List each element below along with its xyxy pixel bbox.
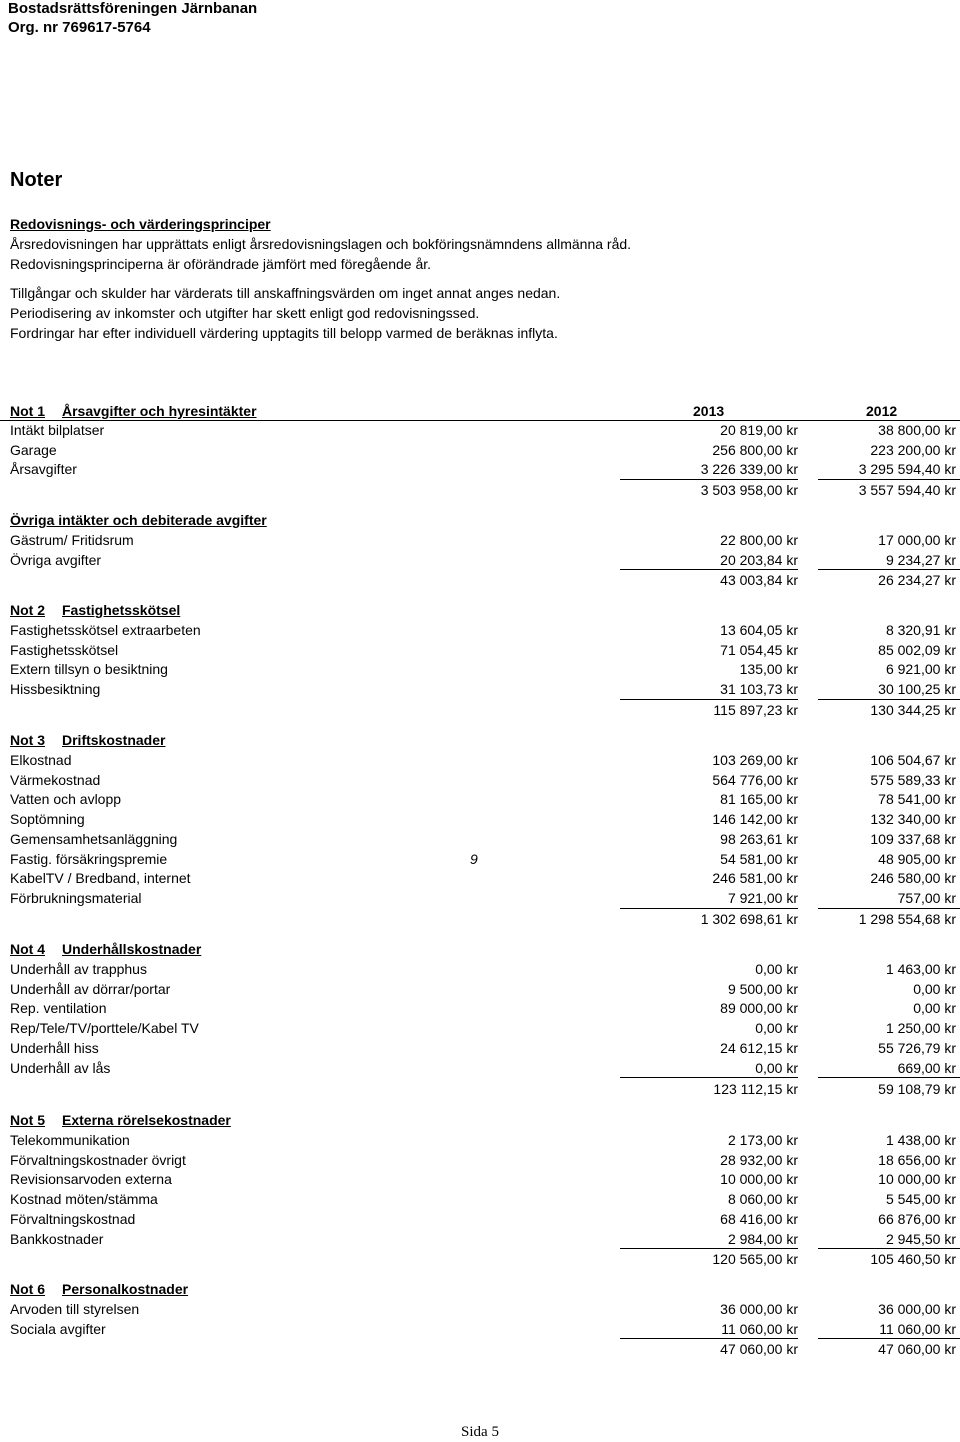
table-row [0, 1300, 960, 1320]
row-label: Bankkostnader [10, 1230, 104, 1247]
principles-line: Fordringar har efter individuell värdering upptagits till belopp varmed de beräknas inflyta. [10, 325, 558, 341]
value-2012: 36 000,00 kr [878, 1301, 956, 1317]
value-2013: 20 203,84 kr [720, 551, 798, 568]
row-label: Förvaltningskostnad [10, 1210, 136, 1227]
note-title: Personalkostnader [62, 1281, 189, 1297]
value-2012: 11 060,00 kr [879, 1320, 956, 1337]
value-2013: 7 921,00 kr [727, 889, 798, 906]
page-title: Noter [10, 169, 63, 191]
total-2012: 26 234,27 kr [878, 572, 956, 588]
sum-line [620, 1338, 798, 1339]
row-label: Rep/Tele/TV/porttele/Kabel TV [10, 1020, 199, 1037]
row-label: Underhåll av lås [10, 1059, 111, 1076]
table-row [0, 531, 960, 551]
value-2012: 106 504,67 kr [870, 752, 956, 768]
value-2012: 18 656,00 kr [878, 1151, 956, 1168]
value-2012: 5 545,00 kr [885, 1191, 956, 1208]
table-row [0, 1039, 960, 1059]
sum-line [818, 569, 960, 570]
note-number: Not 6 [10, 1281, 45, 1297]
sum-line [620, 699, 798, 700]
sum-line [620, 569, 798, 570]
column-header-2012: 2012 [866, 403, 898, 419]
table-row [0, 830, 960, 850]
table-row [0, 680, 960, 700]
value-2012: 6 921,00 kr [885, 661, 956, 678]
value-2012: 3 295 594,40 kr [858, 461, 956, 478]
principles-line: Redovisningsprinciperna är oförändrade jämfört med föregående år. [10, 256, 432, 272]
total-2012: 130 344,25 kr [870, 702, 956, 718]
sum-line [818, 1338, 960, 1339]
row-label: Hissbesiktning [10, 681, 101, 698]
sum-line [620, 908, 798, 909]
page-number: Sida 5 [461, 1424, 499, 1440]
table-row [0, 1320, 960, 1340]
note-title: Fastighetsskötsel [62, 602, 181, 618]
note-header [0, 402, 960, 422]
total-2013: 43 003,84 kr [720, 572, 798, 588]
row-label: Telekommunikation [10, 1132, 130, 1148]
value-2013: 71 054,45 kr [720, 641, 798, 658]
total-2013: 47 060,00 kr [720, 1341, 798, 1357]
value-2013: 256 800,00 kr [712, 441, 798, 458]
table-row [0, 441, 960, 461]
value-2012: 0,00 kr [913, 980, 956, 997]
row-reference: 9 [470, 850, 478, 867]
value-2013: 13 604,05 kr [720, 622, 798, 638]
total-2012: 105 460,50 kr [870, 1251, 956, 1267]
note-title: Driftskostnader [62, 732, 166, 748]
total-row [0, 1340, 960, 1360]
row-label: Underhåll hiss [10, 1039, 99, 1056]
value-2012: 223 200,00 kr [870, 441, 956, 458]
row-label: Årsavgifter [10, 461, 77, 478]
value-2012: 109 337,68 kr [870, 830, 956, 847]
column-header-2013: 2013 [693, 403, 725, 419]
table-row [0, 551, 960, 571]
value-2012: 55 726,79 kr [878, 1039, 956, 1056]
row-label: Förvaltningskostnader övrigt [10, 1151, 186, 1168]
sum-line [620, 479, 798, 480]
sum-line [818, 1077, 960, 1078]
value-2013: 89 000,00 kr [720, 1000, 798, 1017]
note-title: Årsavgifter och hyresintäkter [62, 403, 257, 419]
total-row [0, 701, 960, 721]
note-header [0, 1111, 960, 1131]
value-2013: 36 000,00 kr [720, 1301, 798, 1317]
value-2012: 30 100,25 kr [878, 681, 956, 698]
table-row [0, 790, 960, 810]
value-2013: 2 173,00 kr [727, 1132, 798, 1148]
value-2013: 0,00 kr [755, 1059, 798, 1076]
total-row [0, 571, 960, 591]
table-row [0, 1230, 960, 1250]
table-row [0, 621, 960, 641]
value-2012: 66 876,00 kr [878, 1210, 956, 1227]
value-2012: 78 541,00 kr [878, 791, 956, 808]
table-row [0, 869, 960, 889]
value-2013: 9 500,00 kr [727, 980, 798, 997]
value-2013: 146 142,00 kr [712, 811, 798, 828]
table-row [0, 850, 960, 870]
row-label: Elkostnad [10, 752, 72, 768]
row-label: Sociala avgifter [10, 1320, 106, 1337]
total-2012: 1 298 554,68 kr [858, 911, 956, 927]
value-2013: 246 581,00 kr [712, 870, 798, 887]
value-2012: 38 800,00 kr [878, 422, 956, 438]
table-row [0, 1019, 960, 1039]
principles-title: Redovisnings- och värderingsprinciper [10, 216, 271, 232]
sum-line [620, 1248, 798, 1249]
org-number: Org. nr 769617-5764 [8, 19, 151, 36]
row-label: Fastighetsskötsel [10, 641, 119, 658]
value-2012: 9 234,27 kr [885, 551, 956, 568]
row-label: KabelTV / Bredband, internet [10, 870, 191, 887]
total-2012: 47 060,00 kr [878, 1341, 956, 1357]
value-2013: 3 226 339,00 kr [700, 461, 798, 478]
value-2012: 669,00 kr [897, 1059, 956, 1076]
value-2012: 246 580,00 kr [870, 870, 956, 887]
total-2012: 59 108,79 kr [878, 1081, 956, 1097]
table-row [0, 751, 960, 771]
value-2012: 17 000,00 kr [878, 532, 956, 548]
value-2013: 564 776,00 kr [712, 771, 798, 788]
value-2012: 10 000,00 kr [878, 1171, 956, 1188]
note-header [0, 601, 960, 621]
total-2013: 1 302 698,61 kr [700, 911, 798, 927]
table-row [0, 660, 960, 680]
org-name: Bostadsrättsföreningen Järnbanan [8, 0, 258, 17]
row-label: Vatten och avlopp [10, 791, 122, 808]
table-row [0, 980, 960, 1000]
row-label: Kostnad möten/stämma [10, 1191, 158, 1208]
sum-line [818, 699, 960, 700]
note-title: Externa rörelsekostnader [62, 1112, 231, 1128]
note-header [0, 1280, 960, 1300]
value-2013: 81 165,00 kr [720, 791, 798, 808]
row-label: Intäkt bilplatser [10, 422, 105, 438]
total-2012: 3 557 594,40 kr [858, 482, 956, 498]
principles-line: Periodisering av inkomster och utgifter har skett enligt god redovisningssed. [10, 305, 480, 321]
note-header [0, 940, 960, 960]
value-2013: 10 000,00 kr [720, 1171, 798, 1188]
value-2012: 1 463,00 kr [885, 961, 956, 977]
value-2012: 8 320,91 kr [885, 622, 956, 638]
value-2012: 1 250,00 kr [885, 1020, 956, 1037]
note-header [0, 731, 960, 751]
table-row [0, 960, 960, 980]
value-2013: 0,00 kr [755, 1020, 798, 1037]
note-number: Not 1 [10, 403, 45, 419]
row-label: Garage [10, 441, 57, 458]
sum-line [818, 908, 960, 909]
value-2013: 2 984,00 kr [727, 1230, 798, 1247]
table-row [0, 1151, 960, 1171]
value-2013: 22 800,00 kr [720, 532, 798, 548]
table-row [0, 421, 960, 441]
value-2012: 0,00 kr [913, 1000, 956, 1017]
row-label: Fastig. försäkringspremie [10, 850, 168, 867]
note-title: Underhållskostnader [62, 941, 202, 957]
value-2012: 1 438,00 kr [885, 1132, 956, 1148]
note-header [0, 511, 960, 531]
note-number: Not 3 [10, 732, 45, 748]
note-number: Not 2 [10, 602, 45, 618]
total-row [0, 1250, 960, 1270]
value-2013: 31 103,73 kr [720, 681, 798, 698]
row-label: Soptömning [10, 811, 85, 828]
principles-line: Tillgångar och skulder har värderats till anskaffningsvärden om inget annat anges nedan. [10, 285, 561, 301]
principles-line: Årsredovisningen har upprättats enligt årsredovisningslagen och bokföringsnämndens allmänna råd. [10, 236, 632, 252]
row-label: Revisionsarvoden externa [10, 1171, 172, 1188]
note-number: Not 4 [10, 941, 45, 957]
table-row [0, 810, 960, 830]
value-2012: 757,00 kr [897, 889, 956, 906]
total-row [0, 481, 960, 501]
table-row [0, 889, 960, 909]
total-2013: 3 503 958,00 kr [700, 482, 798, 498]
note-number: Not 5 [10, 1112, 45, 1128]
value-2013: 68 416,00 kr [720, 1210, 798, 1227]
table-row [0, 1059, 960, 1079]
total-row [0, 1080, 960, 1100]
table-row [0, 1170, 960, 1190]
row-label: Fastighetsskötsel extraarbeten [10, 622, 201, 638]
table-row [0, 641, 960, 661]
value-2012: 48 905,00 kr [878, 850, 956, 867]
table-row [0, 1190, 960, 1210]
total-2013: 123 112,15 kr [713, 1081, 798, 1097]
value-2013: 54 581,00 kr [720, 850, 798, 867]
value-2013: 11 060,00 kr [721, 1320, 798, 1337]
note-subtitle: Övriga intäkter och debiterade avgifter [10, 512, 267, 528]
row-label: Värmekostnad [10, 771, 101, 788]
row-label: Underhåll av dörrar/portar [10, 980, 171, 997]
value-2012: 85 002,09 kr [878, 641, 956, 658]
table-row [0, 771, 960, 791]
sum-line [818, 479, 960, 480]
sum-line [818, 1248, 960, 1249]
value-2013: 8 060,00 kr [727, 1191, 798, 1208]
table-row [0, 460, 960, 480]
value-2013: 135,00 kr [739, 661, 798, 678]
table-row [0, 1131, 960, 1151]
value-2013: 0,00 kr [755, 961, 798, 977]
table-row [0, 999, 960, 1019]
total-2013: 120 565,00 kr [712, 1251, 798, 1267]
row-label: Gästrum/ Fritidsrum [10, 532, 134, 548]
row-label: Underhåll av trapphus [10, 961, 147, 977]
table-row [0, 1210, 960, 1230]
row-label: Gemensamhetsanläggning [10, 830, 178, 847]
value-2012: 2 945,50 kr [885, 1230, 956, 1247]
row-label: Extern tillsyn o besiktning [10, 661, 168, 678]
row-label: Förbrukningsmaterial [10, 889, 142, 906]
row-label: Arvoden till styrelsen [10, 1301, 140, 1317]
value-2013: 28 932,00 kr [720, 1151, 798, 1168]
value-2012: 132 340,00 kr [870, 811, 956, 828]
row-label: Rep. ventilation [10, 1000, 107, 1017]
row-label: Övriga avgifter [10, 551, 102, 568]
value-2013: 24 612,15 kr [720, 1039, 798, 1056]
total-2013: 115 897,23 kr [713, 702, 798, 718]
total-row [0, 910, 960, 930]
value-2013: 98 263,61 kr [720, 830, 798, 847]
sum-line [620, 1077, 798, 1078]
value-2012: 575 589,33 kr [870, 771, 956, 788]
value-2013: 20 819,00 kr [720, 422, 798, 438]
value-2013: 103 269,00 kr [712, 752, 798, 768]
